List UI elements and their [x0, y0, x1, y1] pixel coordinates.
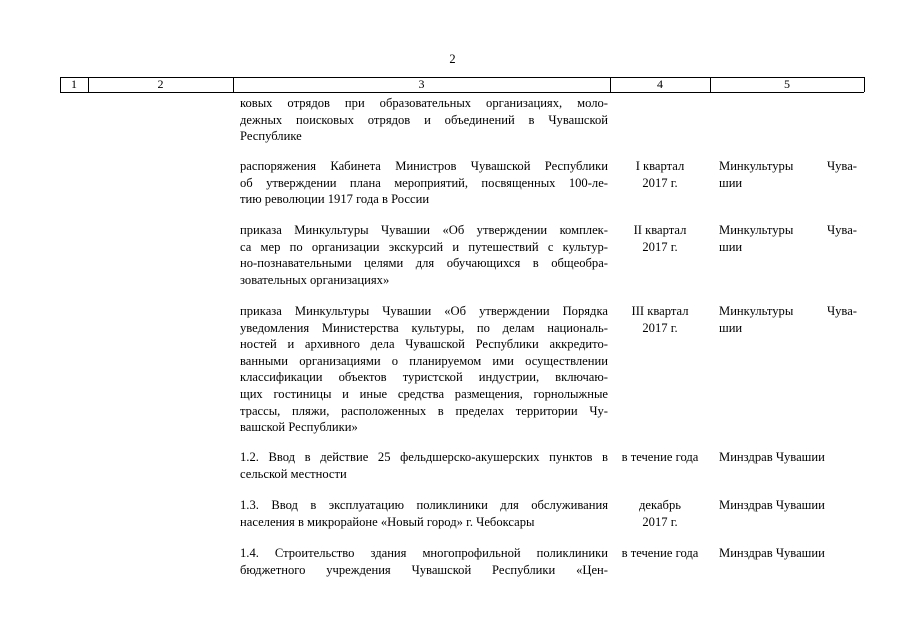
column-header-2: 2: [157, 77, 164, 91]
text-line: Минздрав Чувашии: [719, 450, 825, 464]
text-line: распоряжения Кабинета Министров Чувашской Республики: [240, 159, 608, 173]
text-line: ковых отрядов при образовательных организациях, моло-: [240, 96, 608, 110]
text-line: тию революции 1917 года в России: [240, 192, 430, 207]
table-row-1-description: [240, 158, 608, 208]
text-line: II квартал: [633, 223, 687, 237]
text-line: вашской Республики»: [240, 420, 358, 435]
text-line: 1.3. Ввод в эксплуатацию поликлиники для обслуживания: [240, 498, 608, 512]
text-line: бюджетного учреждения Чувашской Республики «Цен-: [240, 562, 608, 577]
table-row-1-deadline: [610, 158, 710, 191]
text-line: 2017 г.: [642, 175, 678, 190]
table-row-6-responsible: [719, 545, 857, 562]
text-line: в течение года: [621, 546, 699, 560]
text-line: шии: [719, 320, 743, 335]
text-line: в течение года: [621, 450, 699, 464]
text-line: III квартал: [631, 304, 689, 318]
table-row-5-responsible: [719, 497, 857, 514]
text-line: са мер по организации экскурсий и путешествий с культур-: [240, 239, 608, 254]
table-row-0-description: [240, 95, 608, 145]
text-line: трассы, пляжи, расположенных в пределах территории Чу-: [240, 403, 608, 418]
text-line: ностей и архивного дела Чувашской Республики аккредито-: [240, 337, 608, 352]
column-header-4: 4: [657, 77, 663, 91]
table-row-3-deadline: [610, 303, 710, 336]
table-row-5-deadline: [610, 497, 710, 530]
table-row-3-responsible: [719, 303, 857, 336]
text-line: шии: [719, 239, 743, 254]
table-row-4-responsible: [719, 449, 857, 466]
text-line: шии: [719, 175, 743, 190]
table-row-2-deadline: [610, 222, 710, 255]
text-line: Минкультуры Чува-: [719, 159, 857, 173]
table-row-6-deadline: [610, 545, 710, 562]
header-bottom-rule: [60, 92, 864, 93]
text-line: Минздрав Чувашии: [719, 498, 825, 512]
header-divider: [864, 77, 865, 92]
text-line: дежных поисковых отрядов и объединений в Чувашской: [240, 112, 608, 127]
text-line: уведомления Министерства культуры, по делам националь-: [240, 320, 608, 335]
text-line: об утверждении плана мероприятий, посвященных 100-ле-: [240, 175, 608, 190]
text-line: приказа Минкультуры Чувашии «Об утверждении Порядка: [240, 304, 608, 318]
page-number: 2: [449, 52, 456, 66]
table-row-3-description: [240, 303, 608, 436]
text-line: декабрь: [639, 498, 681, 512]
text-line: населения в микрорайоне «Новый город» г. Чебоксары: [240, 514, 535, 529]
text-line: Минздрав Чувашии: [719, 546, 825, 560]
text-line: сельской местности: [240, 466, 347, 481]
text-line: Минкультуры Чува-: [719, 304, 857, 318]
column-header-5: 5: [784, 77, 790, 91]
text-line: Минкультуры Чува-: [719, 223, 857, 237]
text-line: 2017 г.: [642, 239, 678, 254]
text-line: щих гостиницы и иные средства размещения, горнолыжные: [240, 386, 608, 401]
table-row-2-responsible: [719, 222, 857, 255]
text-line: приказа Минкультуры Чувашии «Об утверждении комплек-: [240, 223, 608, 237]
text-line: 2017 г.: [642, 514, 678, 529]
text-line: зовательных организациях»: [240, 272, 390, 287]
table-row-1-responsible: [719, 158, 857, 191]
text-line: 2017 г.: [642, 320, 678, 335]
text-line: ванными организациями о планируемом ими осуществлении: [240, 353, 608, 368]
text-line: I квартал: [635, 159, 685, 173]
column-header-1: 1: [71, 77, 77, 91]
table-row-4-deadline: [610, 449, 710, 466]
text-line: 1.2. Ввод в действие 25 фельдшерско-акушерских пунктов в: [240, 450, 608, 464]
table-row-2-description: [240, 222, 608, 288]
text-line: но-познавательными целями для обучающихся в общеобра-: [240, 256, 608, 271]
table-row-6-description: [240, 545, 608, 578]
table-row-5-description: [240, 497, 608, 530]
column-header-3: 3: [418, 77, 425, 91]
table-row-4-description: [240, 449, 608, 482]
text-line: 1.4. Строительство здания многопрофильной поликлиники: [240, 546, 608, 560]
text-line: Республике: [240, 129, 302, 144]
text-line: классификации объектов туристской индустрии, включаю-: [240, 370, 608, 385]
